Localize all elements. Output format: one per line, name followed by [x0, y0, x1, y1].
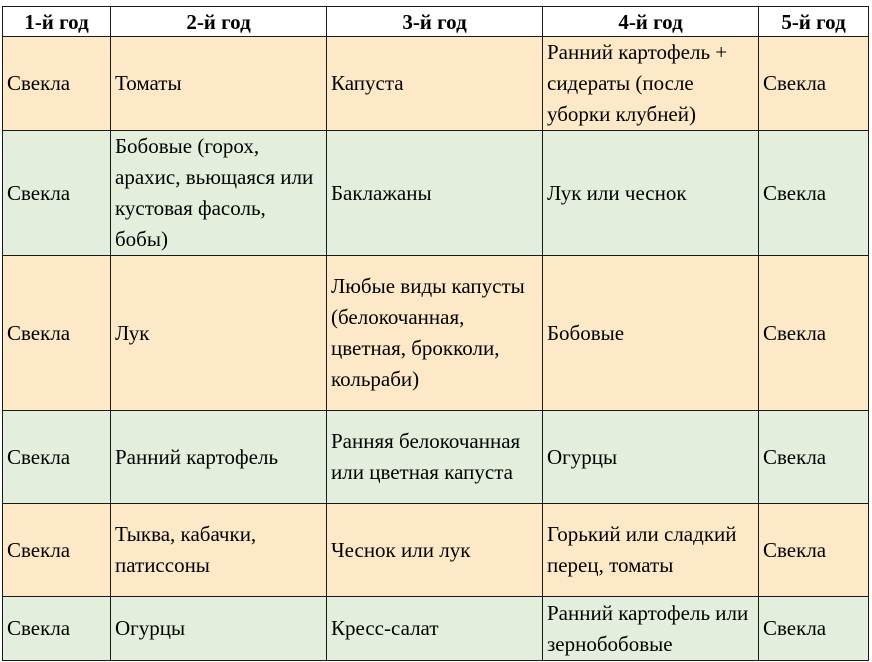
- table-cell: Баклажаны: [327, 131, 543, 256]
- table-cell: Бобовые (горох, арахис, вьющаяся или кустовая фасоль, бобы): [111, 131, 327, 256]
- table-cell: Свекла: [3, 597, 111, 661]
- table-cell: Свекла: [3, 131, 111, 256]
- table-header-row: [3, 7, 869, 37]
- table-cell: Томаты: [111, 37, 327, 131]
- table-cell: Свекла: [759, 504, 869, 597]
- table-row: [3, 504, 869, 597]
- table-cell: Свекла: [3, 504, 111, 597]
- header-year-4: 4-й год: [543, 7, 759, 37]
- table-cell: Ранний картофель или зернобобовые: [543, 597, 759, 661]
- table-cell: Ранний картофель: [111, 411, 327, 504]
- table-row: [3, 37, 869, 131]
- table-cell: Любые виды капусты (белокочанная, цветная, брокколи, кольраби): [327, 256, 543, 411]
- table-cell: Кресс-салат: [327, 597, 543, 661]
- table-cell: Свекла: [759, 411, 869, 504]
- table-row: [3, 411, 869, 504]
- header-year-1: 1-й год: [3, 7, 111, 37]
- table-cell: Свекла: [759, 37, 869, 131]
- header-year-2: 2-й год: [111, 7, 327, 37]
- table-cell: Тыква, кабачки, патиссоны: [111, 504, 327, 597]
- table-cell: Лук: [111, 256, 327, 411]
- table-row: [3, 131, 869, 256]
- table-row: [3, 597, 869, 661]
- table-cell: Свекла: [3, 411, 111, 504]
- table-cell: Свекла: [3, 256, 111, 411]
- table-row: [3, 256, 869, 411]
- table-cell: Свекла: [759, 597, 869, 661]
- table-cell: Ранний картофель + сидераты (после уборки клубней): [543, 37, 759, 131]
- table-cell: Горький или сладкий перец, томаты: [543, 504, 759, 597]
- table-cell: Ранняя белокочанная или цветная капуста: [327, 411, 543, 504]
- header-year-5: 5-й год: [759, 7, 869, 37]
- table-cell: Огурцы: [543, 411, 759, 504]
- header-year-3: 3-й год: [327, 7, 543, 37]
- table-cell: Лук или чеснок: [543, 131, 759, 256]
- table-cell: Свекла: [759, 131, 869, 256]
- crop-rotation-table: [2, 6, 869, 661]
- table-cell: Свекла: [759, 256, 869, 411]
- table-cell: Огурцы: [111, 597, 327, 661]
- table-cell: Свекла: [3, 37, 111, 131]
- table-cell: Бобовые: [543, 256, 759, 411]
- table-cell: Капуста: [327, 37, 543, 131]
- table-cell: Чеснок или лук: [327, 504, 543, 597]
